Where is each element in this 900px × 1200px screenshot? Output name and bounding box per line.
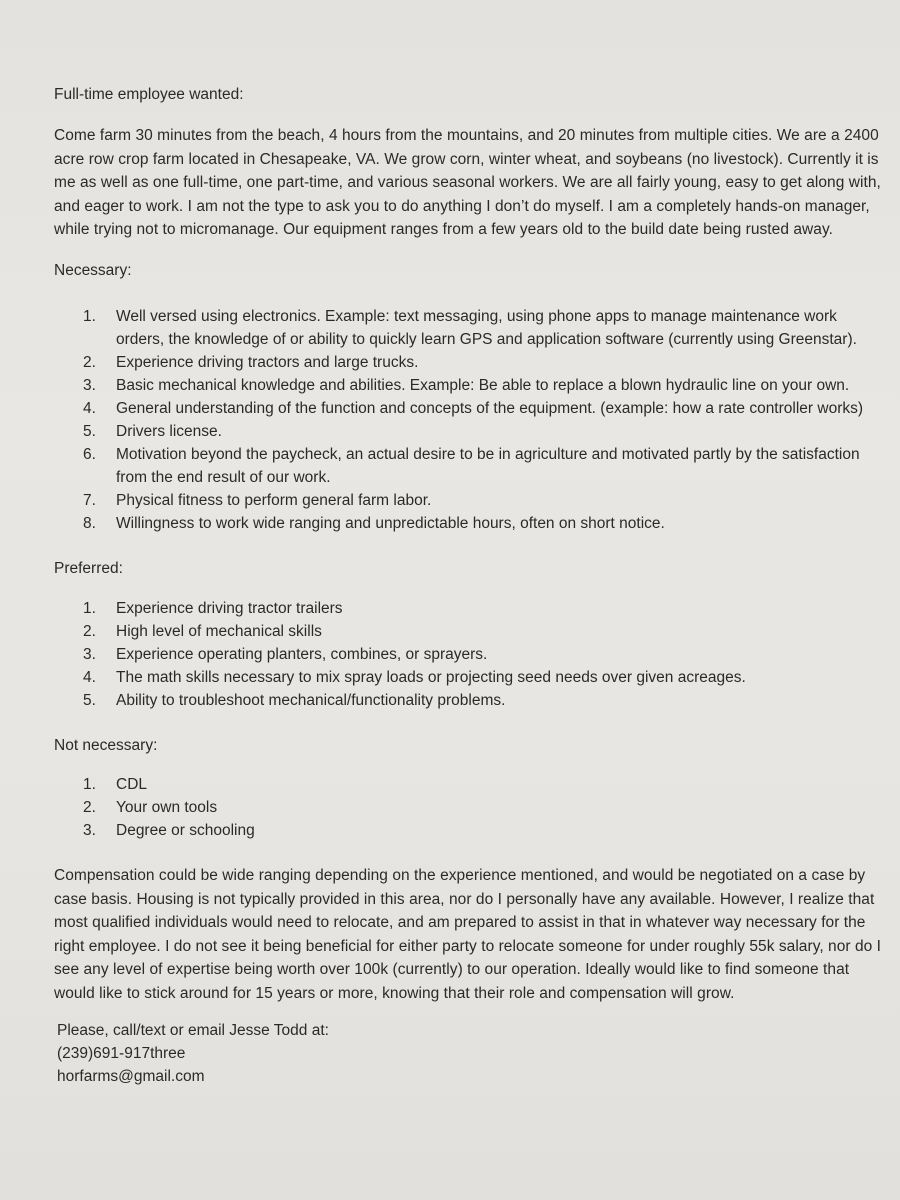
necessary-heading: Necessary: [54,262,132,279]
list-item-text: Well versed using electronics. Example: text messaging, using phone apps to manage maintenance work orders, the knowledge of or ability to quickly learn GPS and application software (currently using Greenstar). [116,308,857,348]
list-item-text: Ability to troubleshoot mechanical/functionality problems. [116,692,506,709]
list-item-text: The math skills necessary to mix spray loads or projecting seed needs over given acreages. [116,669,746,686]
list-item [0,620,900,643]
necessary-list [0,305,900,535]
page-heading: Full-time employee wanted: [54,86,244,103]
list-item [0,512,900,535]
preferred-list [0,597,900,712]
list-item-text: Degree or schooling [116,822,255,839]
list-item-text: General understanding of the function and concepts of the equipment. (example: how a rate controller works) [116,400,864,417]
list-number: 6. [83,446,96,463]
list-item-text: Experience driving tractor trailers [116,600,343,617]
list-number: 2. [83,623,96,640]
not-necessary-heading: Not necessary: [54,737,158,754]
list-item [0,489,900,512]
list-number: 1. [83,308,96,325]
list-number: 1. [83,600,96,617]
list-number: 7. [83,492,96,509]
list-item [0,773,900,796]
list-number: 3. [83,646,96,663]
contact-block [57,1019,329,1088]
list-item-text: Motivation beyond the paycheck, an actual desire to be in agriculture and motivated partly by the satisfaction from the end result of our work. [116,446,860,486]
list-item-text: Your own tools [116,799,218,816]
list-number: 3. [83,377,96,394]
contact-intro: Please, call/text or email Jesse Todd at: [57,1022,329,1039]
list-item [0,643,900,666]
list-item [0,305,900,351]
list-number: 5. [83,692,96,709]
not-necessary-list [0,773,900,842]
list-item-text: CDL [116,776,148,793]
preferred-heading: Preferred: [54,560,123,577]
list-item [0,351,900,374]
list-item-text: High level of mechanical skills [116,623,322,640]
list-number: 2. [83,799,96,816]
list-number: 1. [83,776,96,793]
list-number: 8. [83,515,96,532]
list-item [0,689,900,712]
compensation-paragraph: Compensation could be wide ranging depending on the experience mentioned, and would be negotiated on a case by case basis. Housing is not typically provided in this area, nor do I personally have any available. However, I realize that most qualified individuals would need to relocate, and am prepared to assist in that in whatever way necessary for the right employee. I do not see it being beneficial for either party to relocate someone for under roughly 55k salary, nor do I see any level of expertise being worth over 100k (currently) to our operation. Ideally would like to find someone that would like to stick around for 15 years or more, knowing that their role and compensation will grow. [54,867,882,1002]
contact-email: horfarms@gmail.com [57,1068,205,1085]
list-number: 2. [83,354,96,371]
list-number: 4. [83,669,96,686]
list-item [0,374,900,397]
list-item-text: Physical fitness to perform general farm labor. [116,492,432,509]
list-number: 3. [83,822,96,839]
list-item [0,420,900,443]
list-item-text: Experience driving tractors and large trucks. [116,354,419,371]
list-item [0,597,900,620]
list-item-text: Basic mechanical knowledge and abilities. Example: Be able to replace a blown hydraulic line on your own. [116,377,850,394]
list-item [0,796,900,819]
list-item [0,443,900,489]
list-item-text: Experience operating planters, combines, or sprayers. [116,646,488,663]
list-item [0,819,900,842]
list-item-text: Willingness to work wide ranging and unpredictable hours, often on short notice. [116,515,665,532]
list-number: 4. [83,400,96,417]
list-item-text: Drivers license. [116,423,222,440]
contact-phone: (239)691-917three [57,1045,186,1062]
list-number: 5. [83,423,96,440]
list-item [0,397,900,420]
list-item [0,666,900,689]
intro-paragraph: Come farm 30 minutes from the beach, 4 hours from the mountains, and 20 minutes from multiple cities. We are a 2400 acre row crop farm located in Chesapeake, VA. We grow corn, winter wheat, and soybeans (no livestock). Currently it is me as well as one full-time, one part-time, and various seasonal workers. We are all fairly young, easy to get along with, and eager to work. I am not the type to ask you to do anything I don’t do myself. I am a completely hands-on manager, while trying not to micromanage. Our equipment ranges from a few years old to the build date being rusted away. [54,127,881,238]
